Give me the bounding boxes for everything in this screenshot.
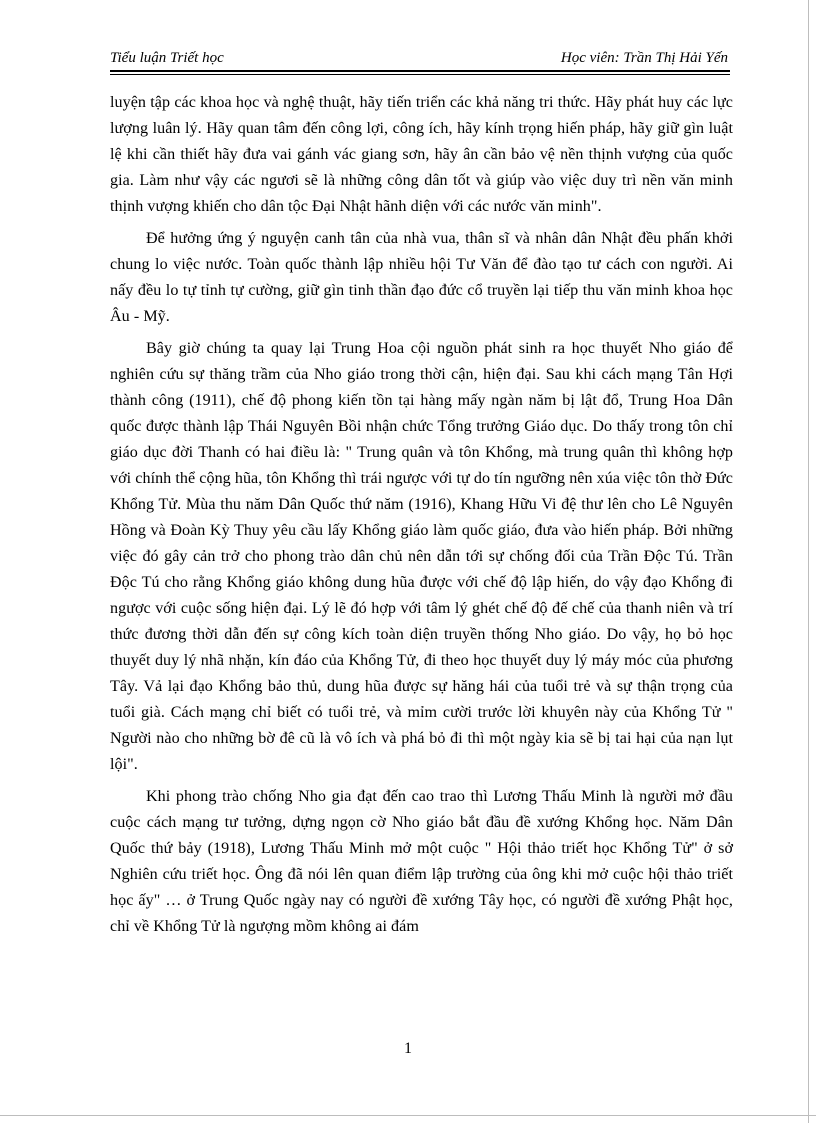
paragraph: luyện tập các khoa học và nghệ thuật, hãy tiến triển các khả năng tri thức. Hãy phát huy các lực lượng luân lý. Hãy quan tâm đến công lợi, công ích, hãy kính trọng hiến pháp, hãy giữ gìn luật lệ khi cần thiết hãy đưa vai gánh vác giang sơn, hãy ân cần bảo vệ nền thịnh vượng của quốc gia. Làm như vậy các ngươi sẽ là những công dân tốt và giúp vào việc duy trì nền văn minh thịnh vượng khiến cho dân tộc Đại Nhật hãnh diện với các nước văn minh". bbox=[110, 94, 733, 215]
header-rule-thick bbox=[110, 70, 730, 72]
page-number: 1 bbox=[404, 1040, 412, 1057]
page-header bbox=[110, 48, 730, 70]
paragraph: Bây giờ chúng ta quay lại Trung Hoa cội nguồn phát sinh ra học thuyết Nho giáo để nghiên cứu sự thăng trầm của Nho giáo trong thời cận, hiện đại. Sau khi cách mạng Tân Hợi thành công (1911), chế độ phong kiến tồn tại hàng mấy ngàn năm bị lật đổ, Trung Hoa Dân quốc được thành lập Thái Nguyên Bồi nhận chức Tổng trưởng Giáo dục. Do thấy trong tôn chỉ giáo dục đời Thanh có hai điều là: " Trung quân và tôn Khổng, mà trung quân thì không hợp với chính thể cộng hũa, tôn Khổng thì trái ngược với tự do tín ngưỡng nên xúa việc tôn thờ Đức Khổng Tử. Mùa thu năm Dân Quốc thứ năm (1916), Khang Hữu Vi đệ thư lên cho Lê Nguyên Hồng và Đoàn Kỳ Thuy yêu cầu lấy Khổng giáo làm quốc giáo, đưa vào hiến pháp. Bởi những việc đó gây cản trở cho phong trào dân chủ nên dẫn tới sự chống đối của Trần Độc Tú. Trần Độc Tú cho rằng Khổng giáo không dung hũa được với chế độ lập hiến, do vậy đạo Khổng đi ngược với cuộc sống hiện đại. Lý lẽ đó hợp với tâm lý ghét chế độ đế chế của thanh niên và trí thức đương thời dẫn đến sự công kích toàn diện truyền thống Nho giáo. Do vậy, họ bỏ học thuyết duy lý nhã nhặn, kín đáo của Khổng Tử, đi theo học thuyết duy lý máy móc của phương Tây. Vả lại đạo Khổng bảo thủ, dung hũa được sự hăng hái của tuổi trẻ và sự thận trọng của tuổi già. Cách mạng chỉ biết có tuổi trẻ, và mỉm cười trước lời khuyên này của Khổng Tử " Người nào cho những bờ đê cũ là vô ích và phá bỏ đi thì một ngày kia sẽ bị tai hại của nạn lụt lội". bbox=[110, 340, 733, 773]
page-border-right bbox=[808, 0, 809, 1123]
page-border-bottom bbox=[0, 1115, 816, 1116]
header-author: Học viên: Trần Thị Hải Yến bbox=[560, 50, 728, 66]
paragraph: Để hưởng ứng ý nguyện canh tân của nhà vua, thân sĩ và nhân dân Nhật đều phấn khởi chung lo việc nước. Toàn quốc thành lập nhiều hội Tư Văn để đào tạo tư cách con người. Ai nấy đều lo tự tỉnh tự cường, giữ gìn tinh thần đạo đức cổ truyền lại tiếp thu văn minh khoa học Âu - Mỹ. bbox=[110, 230, 733, 325]
paragraph: Khi phong trào chống Nho gia đạt đến cao trao thì Lương Thấu Minh là người mở đầu cuộc cách mạng tư tưởng, dựng ngọn cờ Nho giáo bắt đầu đề xướng Khổng học. Năm Dân Quốc thứ bảy (1918), Lương Thấu Minh mở một cuộc " Hội thảo triết học Khổng Tử" ở sở Nghiên cứu triết học. Ông đã nói lên quan điểm lập trường của ông khi mở cuộc hội thảo triết học ấy" … ở Trung Quốc ngày nay có người đề xướng Tây học, có người đề xướng Phật học, chỉ về Khổng Tử là ngượng mồm không ai đám bbox=[110, 788, 733, 935]
header-title: Tiểu luận Triết học bbox=[110, 50, 224, 66]
body-text bbox=[110, 90, 733, 946]
header-rule-thin bbox=[110, 74, 730, 75]
